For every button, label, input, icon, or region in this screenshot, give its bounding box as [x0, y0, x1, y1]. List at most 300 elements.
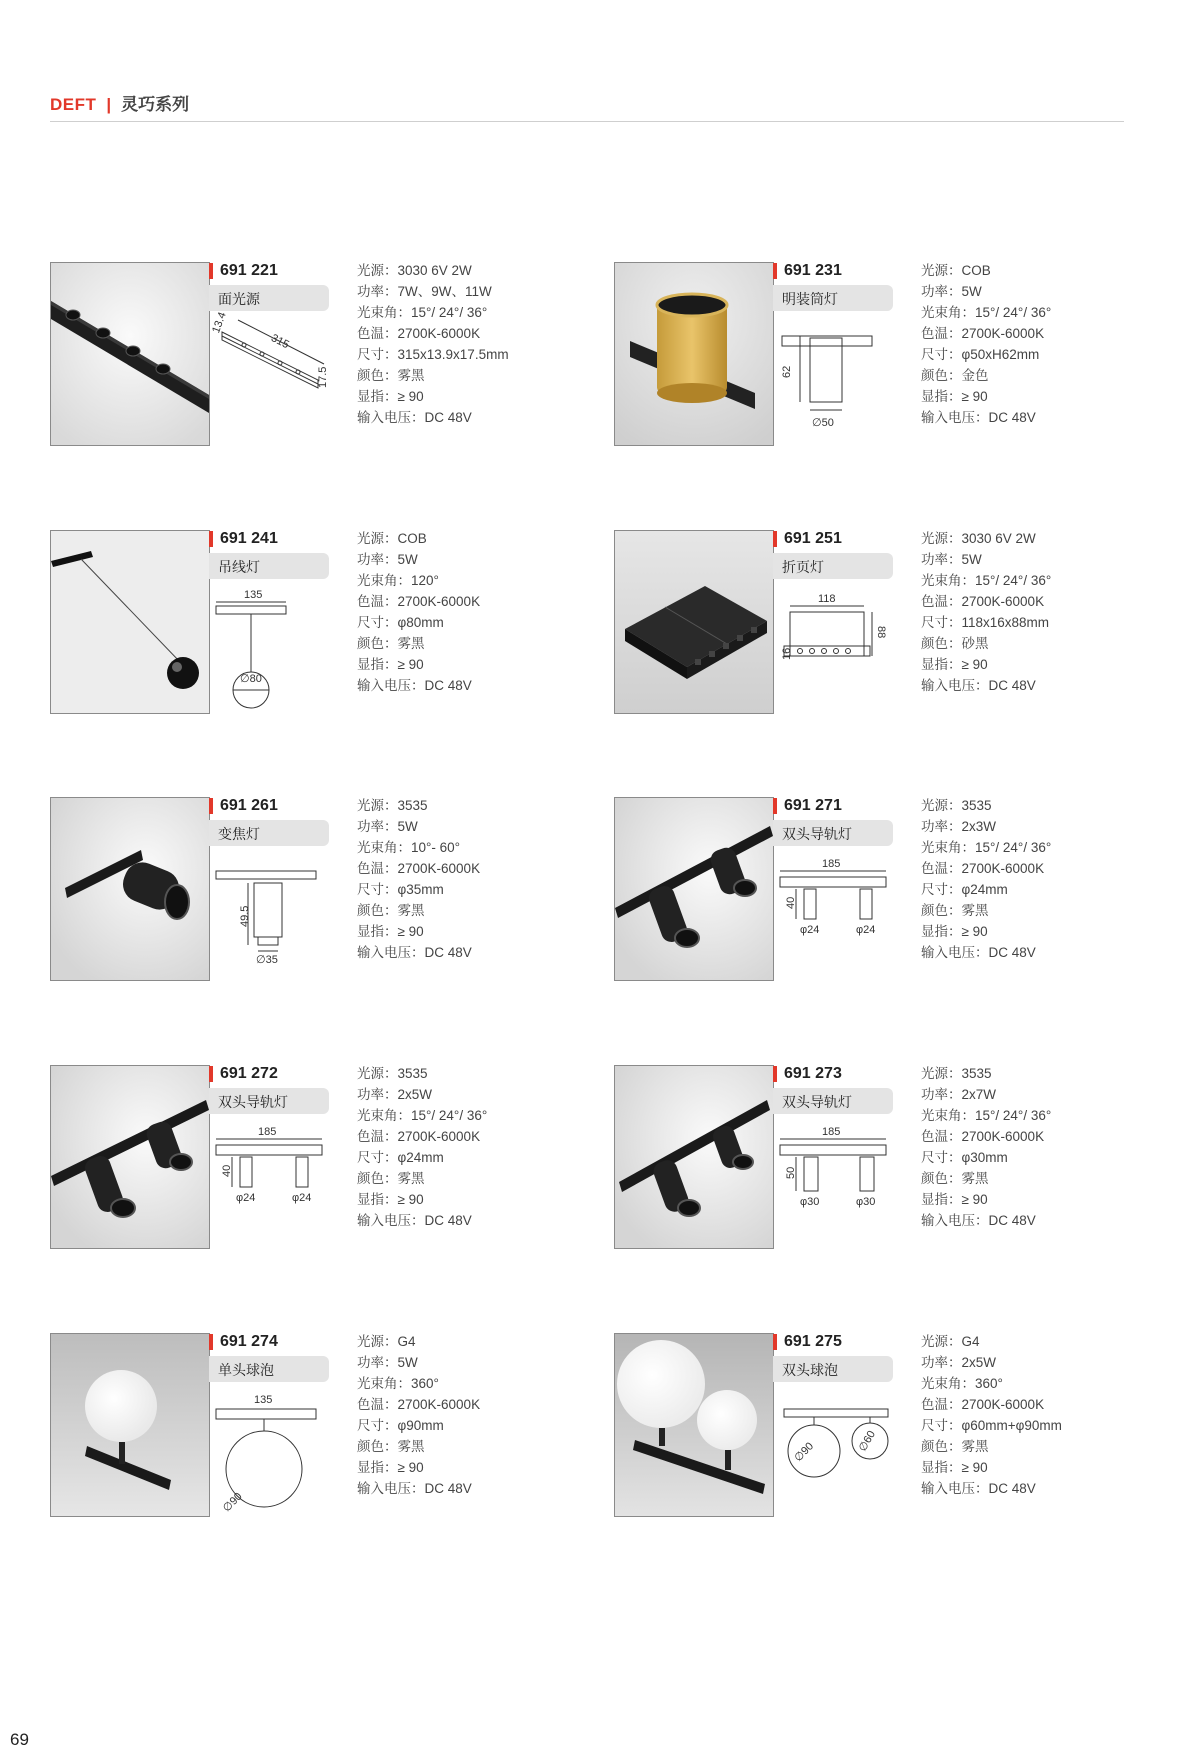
spec-label: 光源： — [921, 263, 962, 278]
spec-label: 光源： — [921, 1334, 962, 1349]
spec-value: 2700K-6000K — [397, 1129, 481, 1144]
spec-cct — [357, 591, 480, 612]
dimension-label: ∅80 — [240, 673, 262, 685]
code-accent-bar — [773, 1066, 777, 1082]
spec-cct — [357, 1394, 480, 1415]
spec-label: 光束角： — [921, 573, 975, 588]
spec-value: 315x13.9x17.5mm — [397, 347, 509, 362]
product-card — [50, 530, 580, 714]
spec-source — [921, 795, 1051, 816]
spec-value: DC 48V — [988, 1481, 1036, 1496]
spec-label: 颜色： — [357, 903, 398, 918]
spec-label: 色温： — [357, 1397, 398, 1412]
spec-value: DC 48V — [424, 410, 472, 425]
dimension-label: ∅90 — [792, 1440, 817, 1465]
spec-value: 5W — [961, 552, 982, 567]
spec-value: DC 48V — [424, 1481, 472, 1496]
spec-label: 光束角： — [921, 1376, 975, 1391]
spec-label: 尺寸： — [357, 882, 398, 897]
product-photo — [50, 1065, 210, 1249]
spec-label: 色温： — [921, 1397, 962, 1412]
product-code: 691 271 — [784, 797, 842, 814]
product-photo — [50, 530, 210, 714]
dimension-label: 315 — [269, 332, 291, 352]
spec-label: 光源： — [357, 263, 398, 278]
dimension-label: ∅90 — [220, 1490, 245, 1515]
spec-value: 2700K-6000K — [961, 1397, 1045, 1412]
dimension-label: ∅60 — [856, 1428, 878, 1454]
spec-source — [357, 795, 480, 816]
spec-list — [921, 795, 1051, 963]
spec-list — [357, 1063, 487, 1231]
product-code: 691 273 — [784, 1065, 842, 1082]
dimension-label: φ24 — [856, 924, 876, 936]
spec-value: ≥ 90 — [961, 1192, 988, 1207]
dimension-label: 50 — [785, 1166, 797, 1179]
spec-source — [357, 1331, 480, 1352]
spec-voltage — [357, 942, 480, 963]
spec-value: 15°/ 24°/ 36° — [411, 305, 488, 320]
spec-value: 15°/ 24°/ 36° — [411, 1108, 488, 1123]
spec-label: 颜色： — [921, 903, 962, 918]
dimension-label: φ24 — [800, 924, 820, 936]
code-accent-bar — [773, 263, 777, 279]
spec-label: 尺寸： — [357, 1150, 398, 1165]
spec-label: 显指： — [357, 389, 398, 404]
spec-size — [921, 612, 1051, 633]
spec-value: 雾黑 — [961, 1439, 989, 1454]
spec-label: 光源： — [921, 531, 962, 546]
spec-color — [921, 900, 1051, 921]
product-photo — [50, 1333, 210, 1517]
spec-label: 功率： — [921, 819, 962, 834]
product-card — [50, 262, 580, 446]
dimension-drawing — [214, 586, 334, 710]
spec-value: 5W — [397, 1355, 418, 1370]
spec-label: 输入电压： — [357, 410, 425, 425]
spec-value: ≥ 90 — [397, 389, 424, 404]
spec-voltage — [921, 1210, 1051, 1231]
dimension-drawing — [778, 1121, 898, 1245]
spec-label: 输入电压： — [357, 945, 425, 960]
spec-value: φ24mm — [397, 1150, 444, 1165]
product-name: 面光源 — [218, 291, 260, 307]
spec-cct — [921, 591, 1051, 612]
spec-list — [921, 260, 1051, 428]
spec-label: 光束角： — [921, 840, 975, 855]
spec-label: 光束角： — [357, 840, 411, 855]
product-name: 双头球泡 — [782, 1362, 838, 1378]
spec-cct — [921, 858, 1051, 879]
spec-value: ≥ 90 — [961, 389, 988, 404]
product-photo — [50, 797, 210, 981]
dimension-drawing — [210, 310, 334, 442]
spec-value: 5W — [397, 552, 418, 567]
spec-value: 2700K-6000K — [961, 861, 1045, 876]
spec-value: 2700K-6000K — [397, 594, 481, 609]
spec-value: ≥ 90 — [397, 657, 424, 672]
spec-label: 显指： — [357, 657, 398, 672]
spec-beam — [921, 302, 1051, 323]
spec-color — [357, 1436, 480, 1457]
spec-value: 360° — [411, 1376, 439, 1391]
product-name: 变焦灯 — [218, 826, 260, 842]
spec-label: 显指： — [921, 657, 962, 672]
product-name: 双头导轨灯 — [782, 1094, 852, 1110]
product-name: 明装筒灯 — [782, 291, 838, 307]
spec-cri — [921, 1189, 1051, 1210]
spec-label: 颜色： — [357, 1439, 398, 1454]
spec-list — [357, 260, 509, 428]
spec-power — [357, 1084, 487, 1105]
spec-value: 2700K-6000K — [397, 1397, 481, 1412]
spec-cct — [921, 323, 1051, 344]
dimension-label: 135 — [254, 1394, 273, 1406]
spec-value: DC 48V — [424, 1213, 472, 1228]
header-separator: | — [106, 95, 112, 114]
spec-size — [357, 612, 480, 633]
product-card — [614, 530, 1144, 714]
dimension-label: φ30 — [800, 1196, 820, 1208]
spec-list — [921, 528, 1051, 696]
spec-power — [357, 281, 509, 302]
dimension-label: φ30 — [856, 1196, 876, 1208]
spec-label: 功率： — [357, 284, 398, 299]
spec-label: 尺寸： — [357, 347, 398, 362]
spec-value: 7W、9W、11W — [397, 284, 492, 299]
product-card — [50, 1333, 580, 1517]
spec-label: 光束角： — [357, 1108, 411, 1123]
spec-label: 显指： — [921, 924, 962, 939]
spec-value: COB — [397, 531, 427, 546]
spec-cri — [921, 654, 1051, 675]
spec-label: 光束角： — [921, 305, 975, 320]
spec-size — [357, 1415, 480, 1436]
product-name: 折页灯 — [782, 559, 824, 575]
page-number: 69 — [10, 1730, 29, 1749]
spec-value: 15°/ 24°/ 36° — [975, 840, 1052, 855]
spec-power — [921, 281, 1051, 302]
dimension-drawing — [214, 1121, 334, 1245]
spec-label: 显指： — [921, 1460, 962, 1475]
spec-value: 3030 6V 2W — [961, 531, 1036, 546]
spec-label: 色温： — [921, 594, 962, 609]
spec-value: 砂黑 — [961, 636, 989, 651]
spec-value: 15°/ 24°/ 36° — [975, 305, 1052, 320]
spec-label: 光源： — [357, 531, 398, 546]
spec-label: 显指： — [357, 1460, 398, 1475]
spec-size — [921, 1147, 1051, 1168]
spec-color — [357, 1168, 487, 1189]
dimension-label: φ24 — [292, 1192, 312, 1204]
product-name: 单头球泡 — [218, 1362, 274, 1378]
spec-value: φ60mm+φ90mm — [961, 1418, 1062, 1433]
spec-value: 雾黑 — [961, 903, 989, 918]
spec-label: 尺寸： — [921, 1150, 962, 1165]
dimension-label: 16 — [781, 647, 793, 660]
spec-label: 输入电压： — [357, 678, 425, 693]
spec-value: ≥ 90 — [397, 1192, 424, 1207]
spec-label: 尺寸： — [921, 882, 962, 897]
dimension-label: 40 — [221, 1164, 233, 1177]
spec-value: 雾黑 — [961, 1171, 989, 1186]
spec-voltage — [921, 1478, 1062, 1499]
spec-label: 输入电压： — [921, 945, 989, 960]
product-code: 691 272 — [220, 1065, 278, 1082]
spec-value: 5W — [961, 284, 982, 299]
spec-label: 光源： — [357, 798, 398, 813]
spec-value: 120° — [411, 573, 439, 588]
spec-source — [921, 1063, 1051, 1084]
spec-source — [921, 528, 1051, 549]
dimension-label: ∅35 — [256, 954, 278, 966]
spec-value: DC 48V — [988, 678, 1036, 693]
spec-label: 显指： — [921, 389, 962, 404]
product-photo — [614, 1333, 774, 1517]
spec-cct — [921, 1126, 1051, 1147]
spec-cct — [357, 323, 509, 344]
spec-value: G4 — [397, 1334, 416, 1349]
spec-value: 2700K-6000K — [397, 861, 481, 876]
product-code: 691 275 — [784, 1333, 842, 1350]
spec-value: ≥ 90 — [961, 924, 988, 939]
spec-label: 色温： — [357, 1129, 398, 1144]
spec-value: 3535 — [961, 798, 992, 813]
spec-size — [357, 879, 480, 900]
spec-label: 功率： — [357, 1087, 398, 1102]
spec-voltage — [357, 1478, 480, 1499]
spec-list — [357, 795, 480, 963]
spec-value: 15°/ 24°/ 36° — [975, 1108, 1052, 1123]
spec-label: 功率： — [921, 1355, 962, 1370]
spec-color — [357, 633, 480, 654]
spec-value: 15°/ 24°/ 36° — [975, 573, 1052, 588]
spec-voltage — [357, 1210, 487, 1231]
dimension-label: 62 — [781, 365, 793, 378]
code-accent-bar — [773, 798, 777, 814]
dimension-label: 185 — [822, 1126, 841, 1138]
dimension-drawing — [778, 318, 898, 442]
spec-size — [357, 1147, 487, 1168]
spec-value: φ24mm — [961, 882, 1008, 897]
spec-color — [921, 365, 1051, 386]
dimension-label: ∅50 — [812, 417, 834, 429]
product-photo — [50, 262, 210, 446]
product-name: 双头导轨灯 — [782, 826, 852, 842]
spec-label: 显指： — [357, 924, 398, 939]
spec-value: DC 48V — [988, 410, 1036, 425]
spec-list — [921, 1063, 1051, 1231]
code-accent-bar — [209, 531, 213, 547]
spec-label: 输入电压： — [921, 1481, 989, 1496]
product-photo — [614, 530, 774, 714]
spec-value: 雾黑 — [397, 1439, 425, 1454]
spec-power — [357, 816, 480, 837]
spec-size — [921, 879, 1051, 900]
spec-value: COB — [961, 263, 991, 278]
spec-cri — [921, 386, 1051, 407]
code-accent-bar — [209, 263, 213, 279]
spec-value: 3535 — [397, 1066, 428, 1081]
spec-value: 3030 6V 2W — [397, 263, 472, 278]
spec-value: φ50xH62mm — [961, 347, 1040, 362]
dimension-label: 88 — [875, 626, 887, 639]
spec-label: 颜色： — [921, 1439, 962, 1454]
spec-value: 3535 — [961, 1066, 992, 1081]
spec-label: 尺寸： — [921, 615, 962, 630]
spec-value: 2700K-6000K — [397, 326, 481, 341]
spec-source — [921, 260, 1051, 281]
header-rule — [50, 121, 1124, 122]
product-name: 双头导轨灯 — [218, 1094, 288, 1110]
spec-color — [921, 1168, 1051, 1189]
product-code: 691 241 — [220, 530, 278, 547]
spec-label: 功率： — [357, 1355, 398, 1370]
dimension-label: 40 — [785, 896, 797, 909]
spec-label: 色温： — [921, 861, 962, 876]
dimension-label: 13.4 — [210, 310, 229, 335]
spec-source — [357, 528, 480, 549]
spec-voltage — [357, 675, 480, 696]
spec-color — [357, 365, 509, 386]
spec-value: ≥ 90 — [961, 1460, 988, 1475]
spec-source — [921, 1331, 1062, 1352]
product-code: 691 231 — [784, 262, 842, 279]
code-accent-bar — [773, 1334, 777, 1350]
code-accent-bar — [773, 531, 777, 547]
dimension-label: 185 — [822, 858, 841, 870]
spec-value: φ30mm — [961, 1150, 1008, 1165]
spec-value: 118x16x88mm — [961, 615, 1050, 630]
spec-label: 颜色： — [921, 368, 962, 383]
spec-value: 雾黑 — [397, 368, 425, 383]
spec-label: 光束角： — [921, 1108, 975, 1123]
spec-cri — [921, 1457, 1062, 1478]
dimension-drawing — [778, 1389, 898, 1513]
spec-value: 雾黑 — [397, 1171, 425, 1186]
spec-voltage — [921, 675, 1051, 696]
spec-value: 2x7W — [961, 1087, 997, 1102]
spec-beam — [921, 570, 1051, 591]
product-card — [614, 797, 1144, 981]
code-accent-bar — [209, 798, 213, 814]
spec-value: φ80mm — [397, 615, 444, 630]
spec-label: 功率： — [921, 552, 962, 567]
brand-name: DEFT — [50, 95, 97, 114]
spec-color — [357, 900, 480, 921]
spec-value: φ90mm — [397, 1418, 444, 1433]
spec-value: DC 48V — [988, 1213, 1036, 1228]
spec-cct — [357, 1126, 487, 1147]
product-code: 691 221 — [220, 262, 278, 279]
spec-value: G4 — [961, 1334, 980, 1349]
spec-size — [921, 344, 1051, 365]
code-accent-bar — [209, 1334, 213, 1350]
spec-label: 尺寸： — [921, 347, 962, 362]
spec-value: 金色 — [961, 368, 989, 383]
spec-beam — [357, 1373, 480, 1394]
spec-label: 色温： — [357, 861, 398, 876]
spec-value: 2700K-6000K — [961, 1129, 1045, 1144]
spec-label: 光源： — [357, 1066, 398, 1081]
spec-size — [921, 1415, 1062, 1436]
product-photo — [614, 262, 774, 446]
product-photo — [614, 797, 774, 981]
spec-label: 显指： — [357, 1192, 398, 1207]
spec-beam — [357, 570, 480, 591]
spec-value: 2x5W — [961, 1355, 997, 1370]
spec-label: 输入电压： — [357, 1213, 425, 1228]
spec-value: 雾黑 — [397, 903, 425, 918]
series-name: 灵巧系列 — [121, 95, 190, 114]
spec-value: ≥ 90 — [961, 657, 988, 672]
spec-power — [357, 549, 480, 570]
spec-label: 输入电压： — [921, 410, 989, 425]
spec-source — [357, 1063, 487, 1084]
spec-label: 颜色： — [357, 368, 398, 383]
spec-value: DC 48V — [424, 945, 472, 960]
spec-value: 2x5W — [397, 1087, 433, 1102]
spec-label: 光束角： — [357, 573, 411, 588]
spec-label: 输入电压： — [921, 678, 989, 693]
page-header — [50, 90, 189, 115]
spec-value: ≥ 90 — [397, 924, 424, 939]
spec-value: 10°- 60° — [411, 840, 461, 855]
dimension-drawing — [778, 586, 898, 710]
spec-label: 输入电压： — [921, 1213, 989, 1228]
spec-value: 360° — [975, 1376, 1003, 1391]
spec-label: 色温： — [921, 1129, 962, 1144]
dimension-label: 118 — [818, 593, 836, 605]
spec-label: 功率： — [357, 552, 398, 567]
spec-label: 颜色： — [357, 636, 398, 651]
spec-color — [921, 1436, 1062, 1457]
spec-value: 2700K-6000K — [961, 326, 1045, 341]
spec-power — [921, 549, 1051, 570]
spec-beam — [921, 1105, 1051, 1126]
spec-cri — [357, 1457, 480, 1478]
product-card — [614, 262, 1144, 446]
spec-value: 雾黑 — [397, 636, 425, 651]
spec-beam — [357, 1105, 487, 1126]
spec-label: 功率： — [921, 1087, 962, 1102]
spec-power — [921, 1084, 1051, 1105]
spec-label: 光源： — [921, 798, 962, 813]
dimension-label: 135 — [244, 589, 263, 601]
product-card — [50, 797, 580, 981]
spec-list — [921, 1331, 1062, 1499]
spec-cri — [357, 654, 480, 675]
product-code: 691 251 — [784, 530, 842, 547]
dimension-label: φ24 — [236, 1192, 256, 1204]
dimension-label: 49.5 — [239, 905, 251, 927]
spec-value: DC 48V — [988, 945, 1036, 960]
spec-label: 功率： — [357, 819, 398, 834]
spec-value: ≥ 90 — [397, 1460, 424, 1475]
spec-label: 色温： — [357, 594, 398, 609]
spec-label: 显指： — [921, 1192, 962, 1207]
spec-color — [921, 633, 1051, 654]
spec-cct — [357, 858, 480, 879]
spec-label: 光束角： — [357, 305, 411, 320]
code-accent-bar — [209, 1066, 213, 1082]
dimension-drawing — [214, 853, 334, 977]
spec-cri — [357, 921, 480, 942]
dimension-label: 185 — [258, 1126, 277, 1138]
spec-value: 2x3W — [961, 819, 997, 834]
product-photo — [614, 1065, 774, 1249]
spec-label: 光束角： — [357, 1376, 411, 1391]
